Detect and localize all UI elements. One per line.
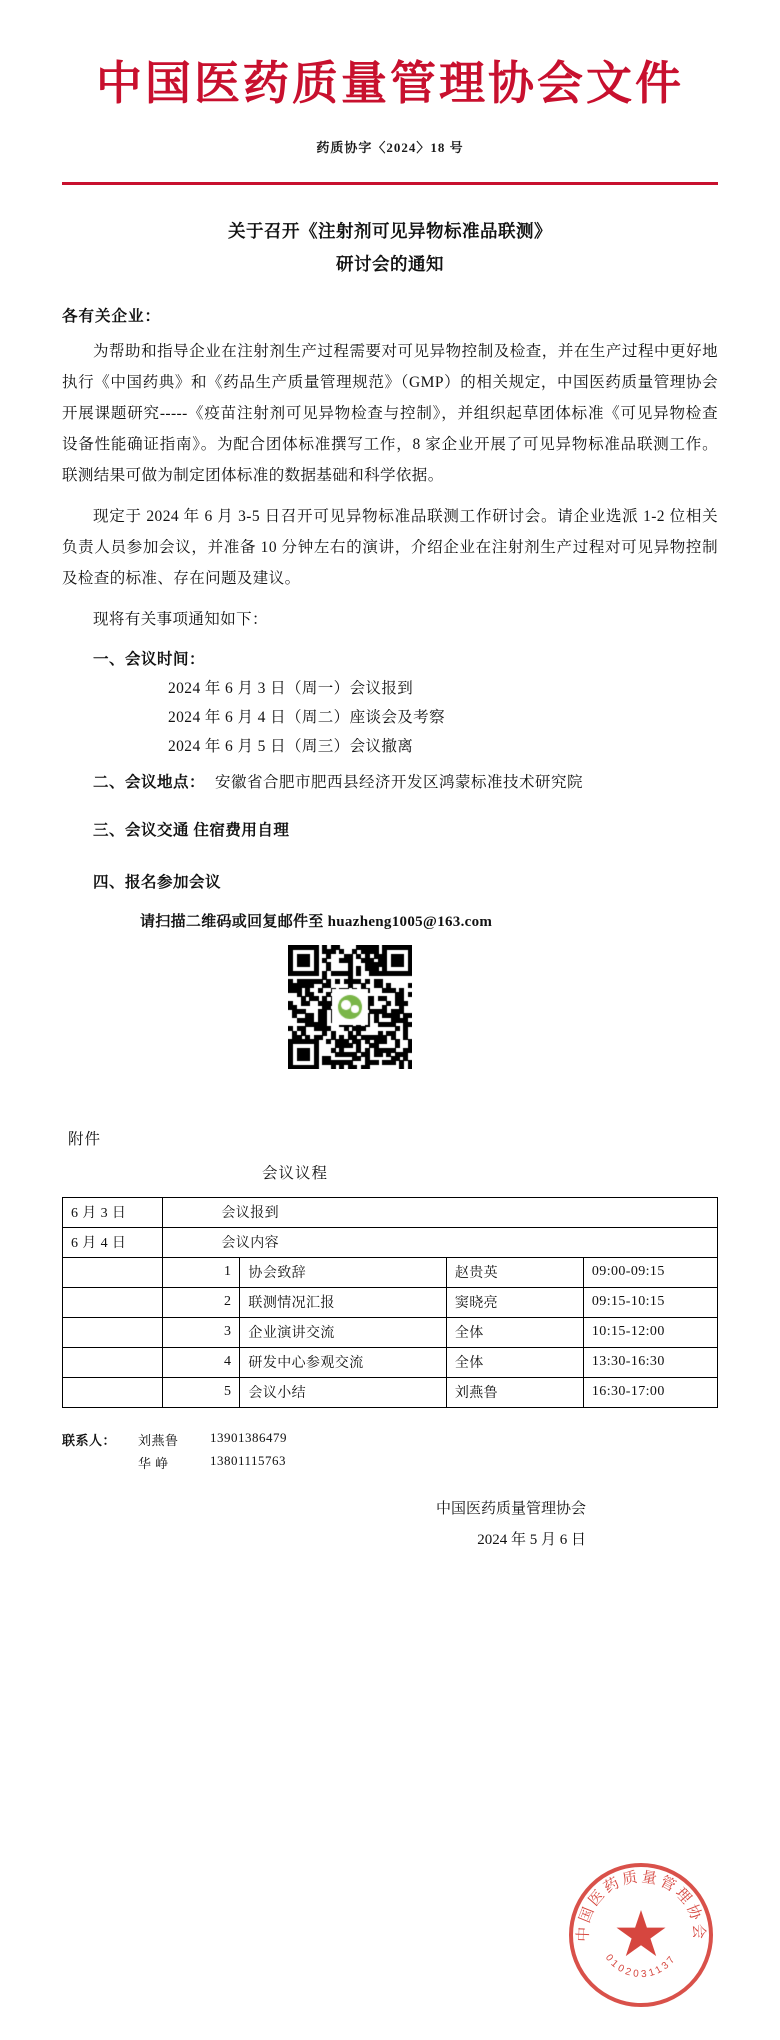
agenda-index-cell: 1 (163, 1257, 240, 1287)
notice-title-line-2: 研讨会的通知 (336, 254, 444, 275)
official-seal-icon (566, 1860, 716, 2010)
section-meeting-place-head: 二、会议地点： (93, 773, 206, 791)
table-row (63, 1377, 718, 1407)
agenda-index-cell: 2 (163, 1287, 240, 1317)
contacts-label: 联系人： (62, 1432, 117, 1448)
agenda-title: 会议议程 (262, 1164, 329, 1182)
table-row (63, 1317, 718, 1347)
meeting-time-line-2: 2024 年 6 月 4 日（周二）座谈会及考察 (168, 708, 445, 726)
contacts-label-spacer (62, 1453, 138, 1472)
paragraph-1: 为帮助和指导企业在注射剂生产过程需要对可见异物控制及检查，并在生产过程中更好地执行《中国药典》和《药品生产质量管理规范》（GMP）的相关规定，中国医药质量管理协会开展课题研究-----《疫苗注射剂可见异物检查与控制》，并组织起草团体标准《可见异物检查设备性能确证指南》。为配合团体标准撰写工作，8 家企业开展了可见异物标准品联测工作。联测结果可做为制定团体标准的数据基础和科学依据。 (62, 342, 718, 484)
signature-date: 2024 年 5 月 6 日 (477, 1532, 586, 1549)
agenda-time-cell: 13:30-16:30 (583, 1347, 717, 1377)
qr-code (288, 945, 412, 1069)
section-meeting-place (62, 770, 718, 792)
agenda-speaker-cell: 全体 (446, 1317, 583, 1347)
table-row (63, 1257, 718, 1287)
svg-text:中国医药质量管理协会: 中国医药质量管理协会 (575, 1869, 707, 1943)
agenda-index-cell: 5 (163, 1377, 240, 1407)
contact-row (62, 1453, 718, 1472)
agenda-table (62, 1197, 718, 1408)
agenda-item-cell: 协会致辞 (240, 1257, 446, 1287)
registration-email-line: 请扫描二维码或回复邮件至 huazheng1005@163.com (140, 913, 493, 930)
meeting-time-line-3: 2024 年 6 月 5 日（周三）会议撤离 (168, 737, 414, 755)
contact-name-2: 华 峥 (138, 1455, 169, 1471)
agenda-date-cell: 6 月 3 日 (63, 1197, 163, 1227)
contacts-block (62, 1430, 718, 1472)
section-transport-head: 三、会议交通 住宿费用自理 (93, 821, 290, 839)
agenda-date-cell (63, 1287, 163, 1317)
notice-title (62, 215, 718, 282)
agenda-item-cell: 研发中心参观交流 (240, 1347, 446, 1377)
agenda-time-cell: 09:00-09:15 (583, 1257, 717, 1287)
document-number: 药质协字〈2024〉18 号 (316, 140, 464, 156)
contact-name-1: 刘燕鲁 (138, 1432, 179, 1448)
agenda-speaker-cell: 全体 (446, 1347, 583, 1377)
paragraph-2: 现定于 2024 年 6 月 3-5 日召开可见异物标准品联测工作研讨会。请企业选派 1-2 位相关负责人员参加会议，并准备 10 分钟左右的演讲，介绍企业在注射剂生产过程对可见异物控制及检查的标准、存在问题及建议。 (62, 507, 718, 587)
signature-organization: 中国医药质量管理协会 (435, 1500, 586, 1517)
contact-row (62, 1430, 718, 1449)
agenda-index-cell: 4 (163, 1347, 240, 1377)
attachment-label: 附件 (68, 1130, 102, 1148)
agenda-speaker-cell: 窦晓亮 (446, 1287, 583, 1317)
contact-phone-1: 13901386479 (210, 1429, 287, 1445)
qr-code-wrapper (62, 945, 718, 1069)
agenda-item-cell: 会议小结 (240, 1377, 446, 1407)
header-divider (62, 182, 718, 185)
table-row (63, 1347, 718, 1377)
contact-phone-2: 13801115763 (210, 1452, 287, 1468)
agenda-speaker-cell: 赵贵英 (446, 1257, 583, 1287)
agenda-speaker-cell: 刘燕鲁 (446, 1377, 583, 1407)
agenda-time-cell: 16:30-17:00 (583, 1377, 717, 1407)
agenda-time-cell: 09:15-10:15 (583, 1287, 717, 1317)
agenda-index-cell: 3 (163, 1317, 240, 1347)
meeting-time-line-1: 2024 年 6 月 3 日（周一）会议报到 (168, 679, 414, 697)
table-row (63, 1227, 718, 1257)
agenda-date-cell (63, 1317, 163, 1347)
agenda-section-cell: 会议报到 (163, 1197, 718, 1227)
agenda-date-cell: 6 月 4 日 (63, 1227, 163, 1257)
svg-text:0102031137: 0102031137 (602, 1952, 680, 1981)
paragraph-3: 现将有关事项通知如下： (93, 610, 268, 628)
agenda-item-cell: 企业演讲交流 (240, 1317, 446, 1347)
organization-title: 中国医药质量管理协会文件 (96, 58, 684, 109)
meeting-place-value: 安徽省合肥市肥西县经济开发区鸿蒙标准技术研究院 (215, 773, 584, 791)
agenda-item-cell: 联测情况汇报 (240, 1287, 446, 1317)
document-header (62, 0, 718, 156)
agenda-time-cell: 10:15-12:00 (583, 1317, 717, 1347)
section-meeting-time-head: 一、会议时间： (93, 650, 206, 668)
section-registration-head: 四、报名参加会议 (93, 873, 222, 891)
agenda-section-cell: 会议内容 (163, 1227, 718, 1257)
table-row (63, 1287, 718, 1317)
signature-block (62, 1494, 718, 1557)
agenda-date-cell (63, 1257, 163, 1287)
table-row (63, 1197, 718, 1227)
agenda-date-cell (63, 1347, 163, 1377)
agenda-date-cell (63, 1377, 163, 1407)
notice-title-line-1: 关于召开《注射剂可见异物标准品联测》 (228, 221, 552, 242)
salutation: 各有关企业： (62, 307, 162, 325)
